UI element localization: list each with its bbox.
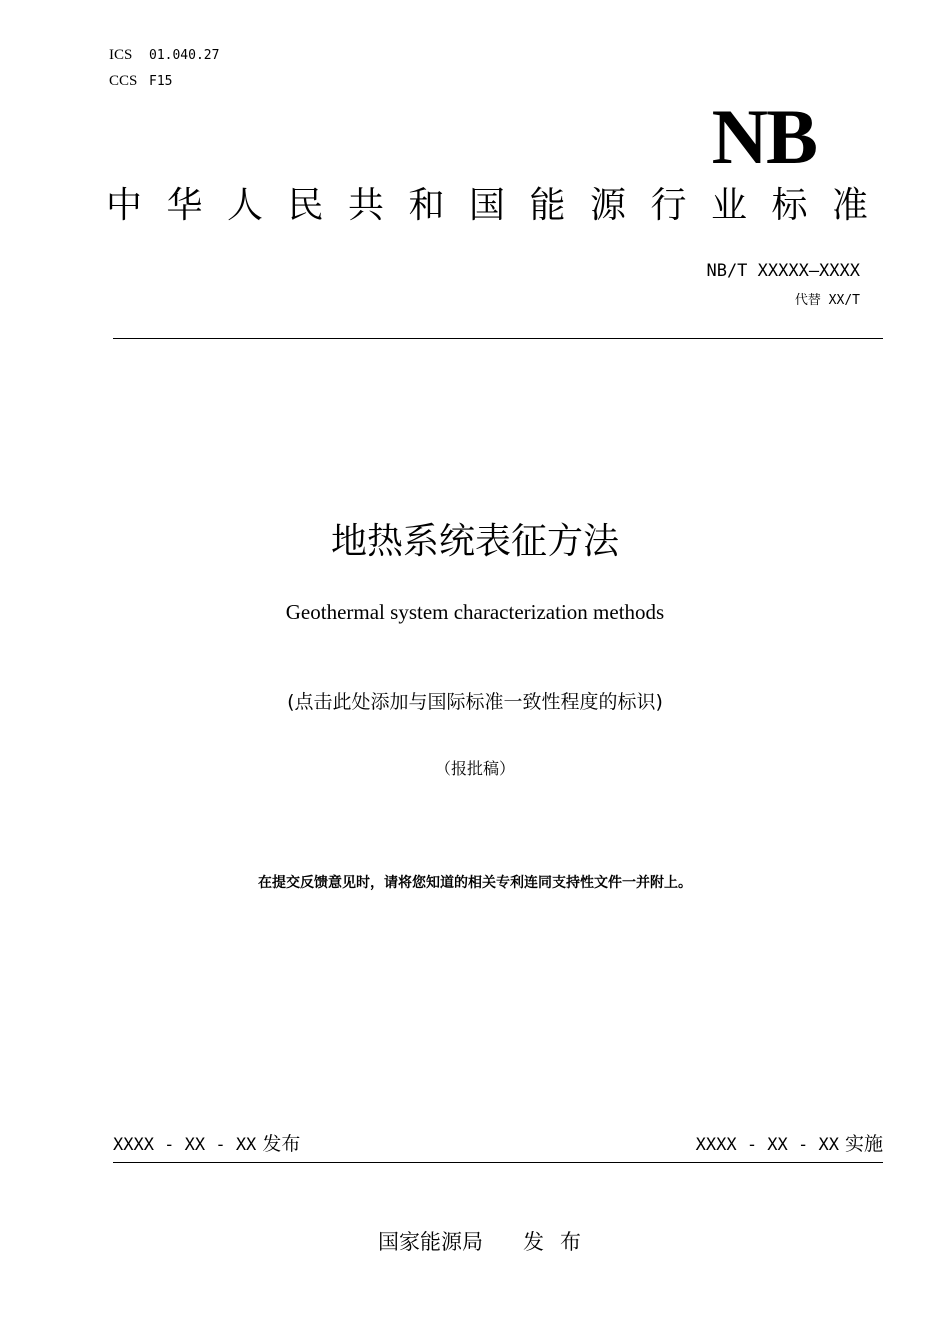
ics-code: 01.040.27 bbox=[149, 48, 220, 63]
publish-date: XXXX - XX - XX bbox=[113, 1135, 257, 1155]
implement-label: 实施 bbox=[844, 1133, 883, 1155]
document-title-zh: 地热系统表征方法 bbox=[330, 521, 619, 562]
top-divider bbox=[113, 338, 883, 339]
implement-date: XXXX - XX - XX bbox=[695, 1135, 839, 1155]
ccs-code: F15 bbox=[149, 74, 173, 89]
issuer-line bbox=[0, 1227, 950, 1257]
ics-row bbox=[109, 46, 219, 65]
ccs-label: CCS bbox=[109, 73, 138, 89]
patent-notice: 在提交反馈意见时，请将您知道的相关专利连同支持性文件一并附上。 bbox=[258, 875, 692, 891]
publish-label: 发布 bbox=[262, 1133, 301, 1155]
implement-date-line bbox=[696, 1130, 883, 1159]
issuer-action: 发布 bbox=[523, 1230, 597, 1254]
issuer-name: 国家能源局 bbox=[378, 1230, 483, 1254]
replaces-standard: 代替 XX/T bbox=[794, 293, 860, 308]
ccs-row bbox=[109, 72, 172, 91]
draft-stage: （报批稿） bbox=[434, 759, 515, 778]
ics-label: ICS bbox=[109, 47, 133, 63]
standard-logo: NB bbox=[711, 93, 816, 180]
publish-date-line bbox=[113, 1130, 300, 1159]
industry-standard-title: 中华人民共和国能源行业标准 bbox=[106, 185, 893, 226]
document-title-en: Geothermal system characterization methods bbox=[285, 600, 665, 624]
consistency-note[interactable]: (点击此处添加与国际标准一致性程度的标识) bbox=[287, 691, 663, 713]
bottom-divider bbox=[113, 1162, 883, 1163]
standard-number: NB/T XXXXX—XXXX bbox=[706, 261, 860, 281]
